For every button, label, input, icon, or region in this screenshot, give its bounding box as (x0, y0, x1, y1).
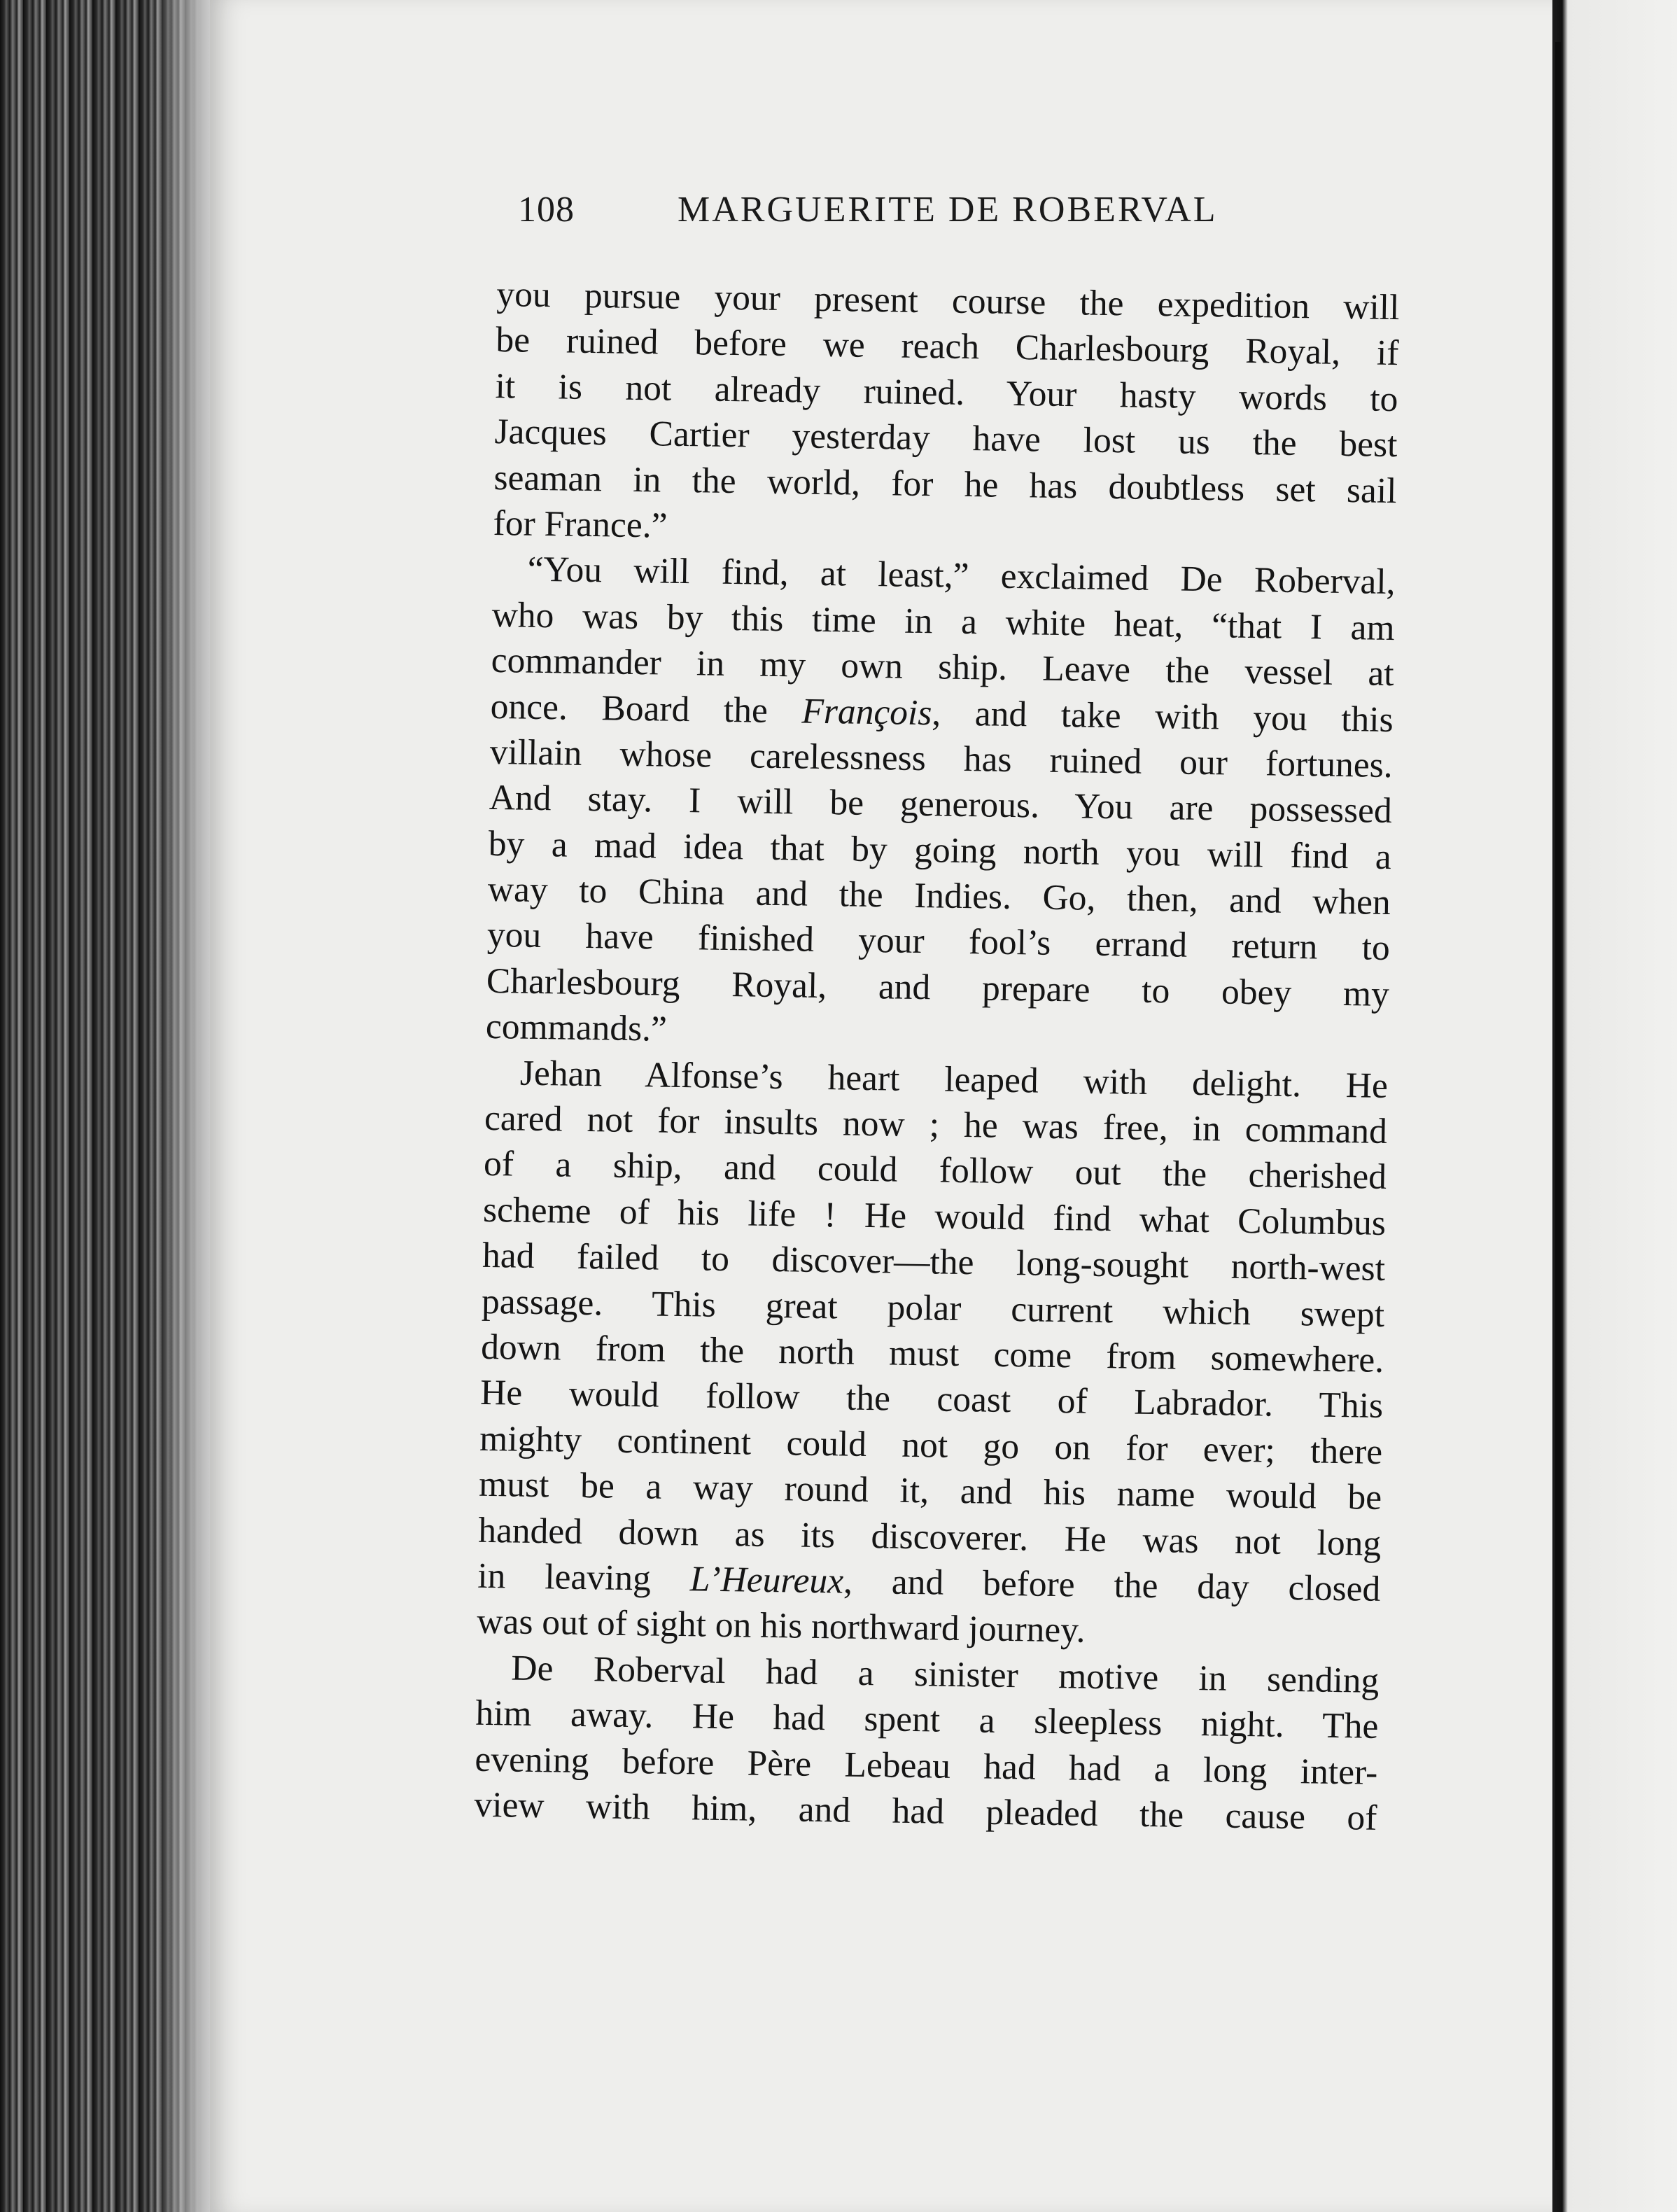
running-title: MARGUERITE DE ROBERVAL (678, 190, 1218, 230)
text-line: He would follow the coast of Labrador. This (479, 1373, 1384, 1427)
text-line: who was by this time in a white heat, “that I am (491, 594, 1396, 648)
text-run: , and take with you this (931, 692, 1394, 740)
text-line: villain whose carelessness has ruined our fortunes. (489, 732, 1394, 785)
text-line: commander in my own ship. Leave the vessel at (491, 640, 1395, 694)
text-line: must be a way round it, and his name would be (478, 1464, 1382, 1518)
text-line: by a mad idea that by going north you will find a (488, 823, 1392, 877)
text-line: seaman in the world, for he has doubtless set sail (493, 457, 1397, 511)
text-line: De Roberval had a sinister motive in sending (510, 1648, 1380, 1701)
text-line: it is not already ruined. Your hasty words to (495, 365, 1398, 419)
text-run: , and before the day closed (843, 1561, 1381, 1609)
text-line: And stay. I will be generous. You are possessed (489, 778, 1393, 832)
text-run: in leaving (477, 1555, 691, 1600)
facing-page-edge (1552, 0, 1677, 2212)
text-line: Charlesbourg Royal, and prepare to obey my (486, 960, 1390, 1014)
page-number: 108 (518, 190, 575, 230)
text-run: once. Board the (490, 686, 802, 732)
text-line: you have finished your fool’s errand return to (486, 915, 1391, 969)
text-line: was out of sight on his northward journey. (476, 1602, 1086, 1651)
text-line: handed down as its discoverer. He was not long (477, 1510, 1382, 1564)
text-line: cared not for insults now ; he was free, in command (484, 1098, 1388, 1152)
text-line: mighty continent could not go on for ever; there (479, 1418, 1383, 1472)
text-line: “You will find, at least,” exclaimed De Roberval, (527, 550, 1396, 603)
running-header (518, 189, 1260, 252)
text-line: evening before Père Lebeau had had a long inter- (475, 1739, 1378, 1793)
text-line: Jacques Cartier yesterday have lost us the best (494, 412, 1398, 465)
text-line: of a ship, and could follow out the cherished (483, 1144, 1387, 1198)
text-line: Jehan Alfonse’s heart leaped with delight. He (519, 1053, 1389, 1106)
text-line: scheme of his life ! He would find what Columbus (482, 1189, 1387, 1243)
text-line: for France.” (493, 503, 668, 546)
text-line: him away. He had spent a sleepless night. The (475, 1693, 1379, 1747)
text-line: down from the north must come from somewhere. (480, 1326, 1384, 1380)
ship-name-lheureux: L’Heureux (689, 1559, 844, 1602)
ship-name-francois: François (801, 691, 932, 733)
text-line: way to China and the Indies. Go, then, and when (487, 869, 1391, 923)
page-edge-line (1555, 42, 1561, 2170)
text-line: you pursue your present course the expedition will (496, 274, 1400, 328)
text-line: commands.” (485, 1007, 668, 1049)
text-line: be ruined before we reach Charlesbourg Royal, if (496, 320, 1399, 374)
text-line: view with him, and had pleaded the cause of (474, 1784, 1377, 1838)
text-line: passage. This great polar current which swept (481, 1281, 1385, 1335)
body-text (474, 272, 1400, 1841)
text-line: had failed to discover—the long-sought north-west (482, 1236, 1386, 1289)
